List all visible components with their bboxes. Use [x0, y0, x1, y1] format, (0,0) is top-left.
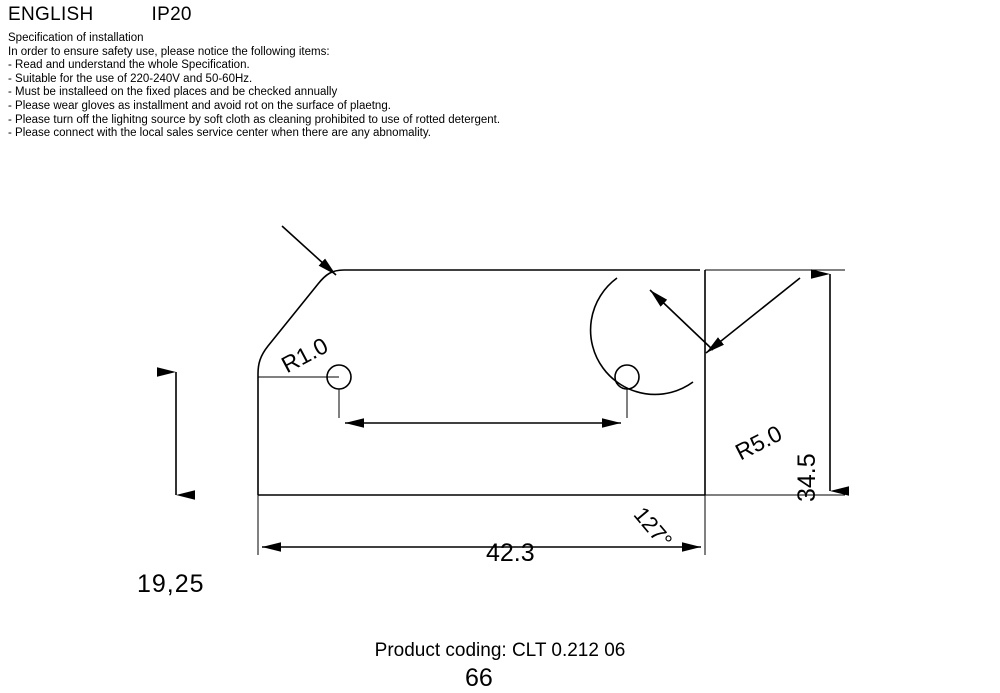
dimension-text-radius-left: R1.0: [277, 332, 333, 378]
drawing-svg: [0, 150, 1000, 590]
product-coding-footer: [0, 640, 1000, 662]
dimension-text-height-left: 19,25: [137, 570, 205, 598]
right-hole-circle: [615, 365, 639, 389]
ip-rating-label: IP20: [151, 4, 192, 25]
specification-item: - Must be installeed on the fixed places and be checked annually: [8, 86, 338, 99]
dimension-text-total-height: 34.5: [793, 453, 821, 502]
dimension-text-angle: 127°: [628, 502, 678, 553]
leader-radius-left: [282, 226, 336, 275]
specification-item: - Please wear gloves as installment and avoid rot on the surface of plaetng.: [8, 99, 391, 112]
language-label: ENGLISH: [8, 4, 94, 25]
specification-item: - Read and understand the whole Specification.: [8, 59, 250, 72]
specification-item: - Please connect with the local sales service center when there are any abnomality.: [8, 127, 431, 140]
dimension-text-center-distance: 42.3: [486, 539, 535, 567]
header-row: [8, 4, 608, 26]
dimension-text-radius-right: R5.0: [731, 419, 787, 466]
specification-item: - Please turn off the lighitng source by soft cloth as cleaning prohibited to use of rotted detergent.: [8, 113, 501, 126]
right-arc-feature: [591, 278, 693, 394]
product-coding-text: Product coding: CLT 0.212 06: [374, 640, 626, 661]
header: [8, 4, 608, 26]
specification-item: - Suitable for the use of 220-240V and 50-60Hz.: [8, 72, 253, 85]
specification-title: Specification of installation: [8, 32, 144, 44]
specification-block: [8, 32, 648, 141]
leader-radius-right: [706, 278, 800, 353]
dimension-text-total-width: 66: [465, 664, 493, 692]
specification-intro: In order to ensure safety use, please notice the following items:: [8, 45, 330, 58]
leader-angle: [650, 290, 713, 350]
